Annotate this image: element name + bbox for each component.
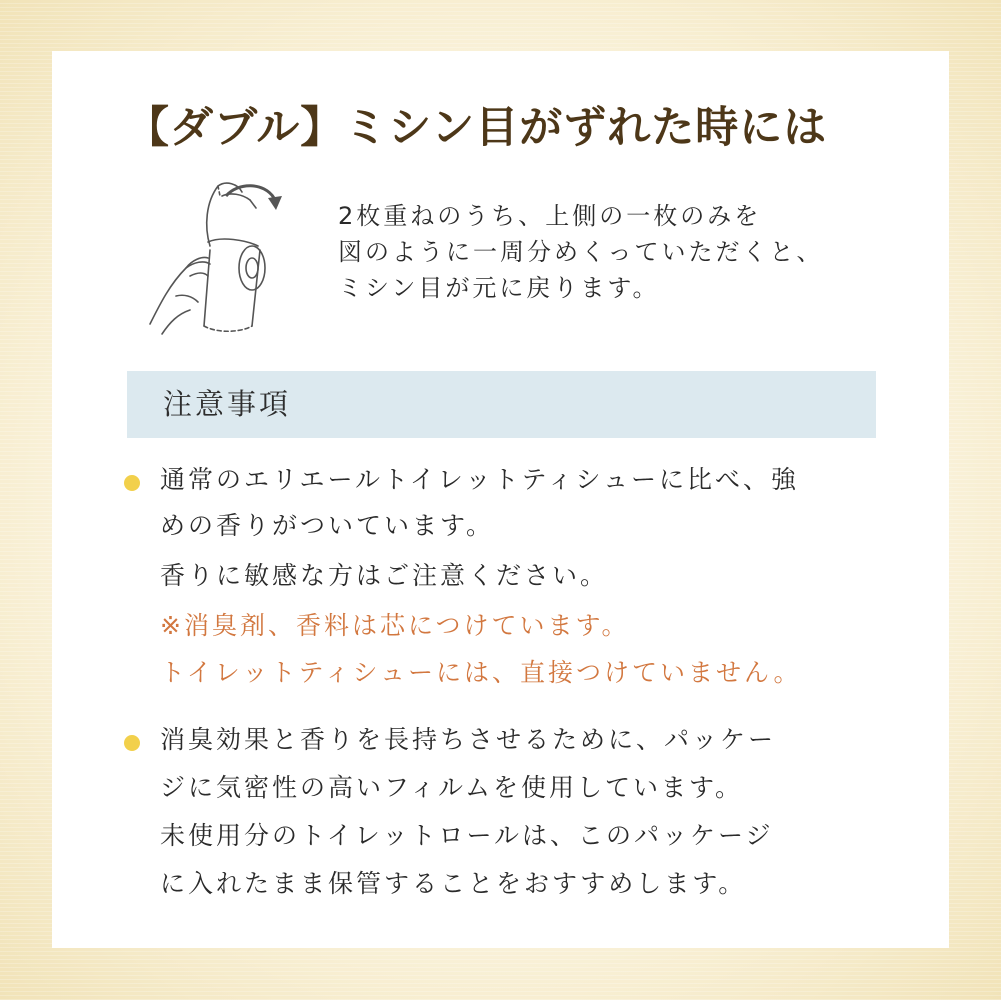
bullet-dot-icon (124, 735, 140, 751)
intro-line: 図のように一周分めくっていただくと、 (338, 238, 824, 266)
bullet-dot-icon (124, 475, 140, 491)
notice-line: 通常のエリエールトイレットティシューに比べ、強 (160, 465, 800, 494)
notice-line: 消臭効果と香りを長持ちさせるために、パッケー (160, 725, 777, 754)
notice-highlight-line: トイレットティシューには、直接つけていません。 (160, 658, 802, 687)
notice-line: 香りに敏感な方はご注意ください。 (160, 561, 609, 590)
intro-text (338, 198, 898, 306)
notice-line: 未使用分のトイレットロールは、このパッケージ (160, 821, 774, 850)
hand-turning-toilet-roll-icon (146, 176, 290, 340)
page-title: 【ダブル】ミシン目がずれた時には (126, 103, 828, 153)
notice-line: に入れたまま保管することをおすすめします。 (160, 869, 747, 898)
notice-heading-bar (127, 371, 876, 438)
intro-line: ミシン目が元に戻ります。 (338, 274, 660, 302)
notice-heading: 注意事項 (163, 387, 292, 421)
notice-line: めの香りがついています。 (160, 511, 495, 540)
intro-line: 2枚重ねのうち、上側の一枚のみを (338, 202, 762, 230)
notice-highlight-line: ※消臭剤、香料は芯につけています。 (160, 611, 630, 640)
notice-line: ジに気密性の高いフィルムを使用しています。 (160, 773, 744, 802)
